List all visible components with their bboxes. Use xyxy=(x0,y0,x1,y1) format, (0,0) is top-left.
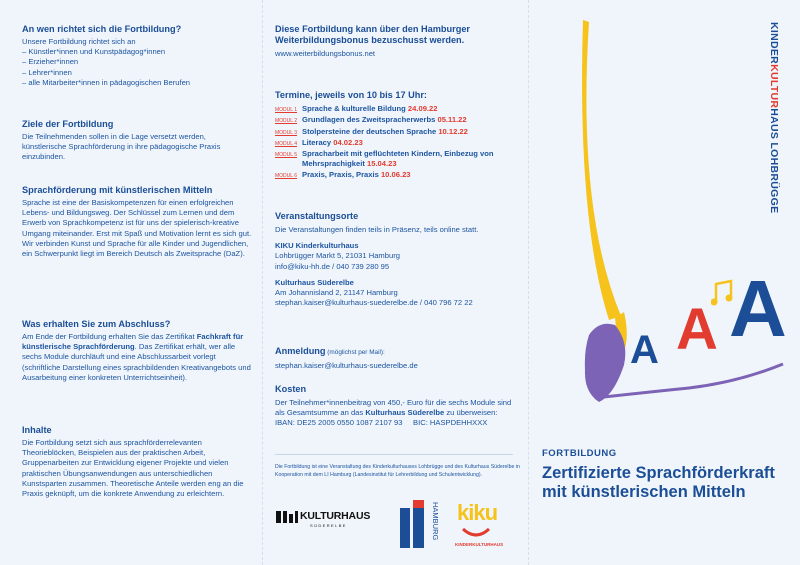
column-right xyxy=(529,0,800,565)
section-registration: Anmeldung (möglichst per Mail): stephan.kaiser@kulturhaus-suederelbe.de xyxy=(275,346,523,371)
letter-a-blue-large: A xyxy=(729,264,787,353)
section-certificate xyxy=(22,319,252,383)
li-logo-icon xyxy=(396,500,430,550)
divider xyxy=(275,454,513,455)
venue-contact: info@kiku-hh.de / 040 739 280 95 xyxy=(275,261,390,271)
venue-name: Kulturhaus Süderelbe xyxy=(275,277,354,287)
module-row: MODUL 2 Grundlagen des Zweitspracherwerbs 05.11.22 xyxy=(275,115,467,125)
list-item: – Lehrer*innen xyxy=(22,67,72,77)
section-costs xyxy=(275,384,523,429)
dates-title: Termine, jeweils von 10 bis 17 Uhr: xyxy=(275,90,427,100)
target-list xyxy=(22,47,252,88)
kulturhaus-suederelbe-logo: KULTURHAUS SÜDERELBE xyxy=(276,510,380,524)
venue-address: Am Johannisland 2, 21147 Hamburg xyxy=(275,288,398,298)
registration-title: Anmeldung xyxy=(275,346,326,356)
section-text: Wir verbinden Kunst und Sprache für alle Kinder und Jugendlichen, ein Schwerpunkt liegt im Bereich Deutsch als Zweitsprache (DaZ). xyxy=(22,238,249,259)
smile-icon xyxy=(461,527,491,539)
costs-text: Der Teilnehmer*innenbeitrag von 450,- Euro für die sechs Module sind als Gesamtsumme an das Kulturhaus Süderelbe zu überweisen: xyxy=(275,398,512,418)
list-item: – Künstler*innen und Kunstpädagog*innen xyxy=(22,47,166,57)
letter-a-blue-small: A xyxy=(630,328,659,372)
section-title: Inhalte xyxy=(22,425,52,435)
li-hamburg-logo: HAMBURG xyxy=(396,500,444,552)
section-language xyxy=(22,185,252,259)
bonus-url: www.weiterbildungsbonus.net xyxy=(275,49,376,58)
category-label: FORTBILDUNG xyxy=(542,448,617,459)
section-title: Was erhalten Sie zum Abschluss? xyxy=(22,319,171,329)
section-bonus xyxy=(275,24,523,59)
kiku-logo: kiku KINDERKULTURHAUS xyxy=(455,500,504,547)
venue-address: Lohbrügger Markt 5, 21031 Hamburg xyxy=(275,251,400,261)
section-text: Die Fortbildung setzt sich aus sprachförderrelevanten Theorieblöcken, Beispielen aus der praktischen Arbeit, Gruppenarbeiten zur Entwicklung eigener Projekte und vielen praktischen Übungsanwendungen aus unterschiedlichen Kunstsparten zusammen. Theoretische Anteile werden eng an die Praxis geknüpft, um die konkrete Anwendung zu erleichtern. xyxy=(22,438,244,499)
section-intro: Unsere Fortbildung richtet sich an xyxy=(22,37,136,46)
costs-title: Kosten xyxy=(275,384,307,394)
letter-a-red: A xyxy=(676,297,718,362)
section-dates xyxy=(275,90,523,181)
paintbrush-illustration xyxy=(529,0,800,420)
module-row: MODUL 3 Stolpersteine der deutschen Sprache 10.12.22 xyxy=(275,126,468,136)
section-title: Ziele der Fortbildung xyxy=(22,119,114,129)
section-text: Sprache ist eine der Basiskompetenzen für einen erfolgreichen Lebens- und Bildungsweg. Der Schlüssel zum Lernen und dem Erwerb von Sprachkompetenz ist für uns der spielerisch-kreative Umgang miteinander. Erst mit Spaß und Motivation lernt es sich gut. xyxy=(22,198,252,238)
bank-details: IBAN: DE25 2005 0550 1087 2107 93 BIC: HASPDEHHXXX xyxy=(275,418,488,428)
cooperation-note: Die Fortbildung ist eine Veranstaltung des Kinderkulturhauses Lohbrügge und des Kulturhaus Süderelbe in Kooperation mit dem LI Hamburg (Landesinstitut für Lehrerbildung und Schulentwicklung). xyxy=(275,464,520,478)
module-row: MODUL 1 Sprache & kulturelle Bildung 24.09.22 xyxy=(275,104,438,113)
column-middle xyxy=(263,0,529,565)
section-title: An wen richtet sich die Fortbildung? xyxy=(22,24,182,34)
section-title: Sprachförderung mit künstlerischen Mitteln xyxy=(22,185,213,195)
section-text: Die Teilnehmenden sollen in die Lage versetzt werden, künstlerische Sprachförderung in ihre pädagogische Praxis einzubinden. xyxy=(22,132,221,162)
section-target-group xyxy=(22,24,252,88)
venues-title: Veranstaltungsorte xyxy=(275,211,359,221)
logo-mark-icon xyxy=(276,511,298,523)
list-item: – alle Mitarbeiter*innen in pädagogischen Berufen xyxy=(22,77,191,87)
section-venues xyxy=(275,211,523,308)
venue-contact: stephan.kaiser@kulturhaus-suederelbe.de / 040 796 72 22 xyxy=(275,298,473,308)
registration-mail[interactable]: stephan.kaiser@kulturhaus-suederelbe.de xyxy=(275,361,418,371)
module-row: MODUL 5 Spracharbeit mit geflüchteten Kindern, Einbezug von Mehrsprachigkeit 15.04.23 xyxy=(275,149,494,169)
venues-text: Die Veranstaltungen finden teils in Präsenz, teils online statt. xyxy=(275,225,479,234)
section-text: Am Ende der Fortbildung erhalten Sie das Zertifikat Fachkraft für künstlerische Sprachförderung. Das Zertifikat erhält, wer alle sechs Module durchläuft und eine Abschlussarbeit vorlegt (schriftliche Darstellung eines sprachbildenden Kreativangebots und Ausarbeitung einer konkreten Unterrichtseinheit). xyxy=(22,332,251,382)
bonus-title: Diese Fortbildung kann über den Hamburger Weiterbildungsbonus bezuschusst werden. xyxy=(275,24,471,45)
module-row: MODUL 6 Praxis, Praxis, Praxis 10.06.23 xyxy=(275,169,411,179)
module-row: MODUL 4 Literacy 04.02.23 xyxy=(275,137,363,147)
list-item: – Erzieher*innen xyxy=(22,57,79,67)
section-goals xyxy=(22,119,252,163)
section-content xyxy=(22,425,252,499)
page-title: Zertifizierte Sprachförderkraft mit künstlerischen Mitteln xyxy=(542,464,775,501)
column-left xyxy=(0,0,263,565)
venue-name: KIKU Kinderkulturhaus xyxy=(275,241,359,251)
brand-vertical-title: KINDERKULTURHAUS LOHBRÜGGE xyxy=(768,22,780,214)
